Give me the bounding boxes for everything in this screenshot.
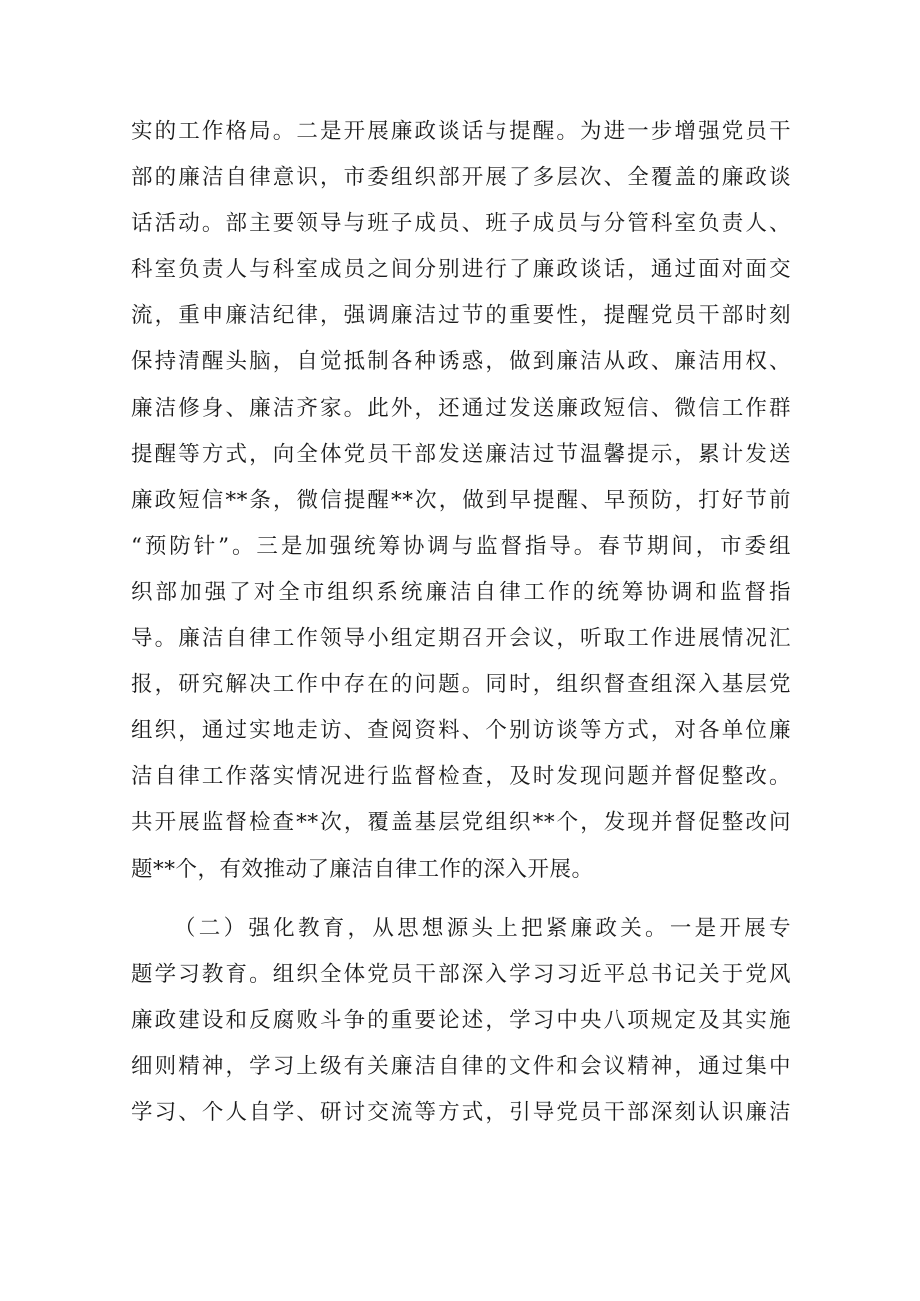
text-line: 话活动。部主要领导与班子成员、班子成员与分管科室负责人、 — [131, 211, 791, 237]
text-line: 织部加强了对全市组织系统廉洁自律工作的统筹协调和监督指 — [131, 579, 791, 605]
text-line: 细则精神，学习上级有关廉洁自律的文件和会议精神，通过集中 — [131, 1053, 791, 1079]
text-line: 廉政建设和反腐败斗争的重要论述，学习中央八项规定及其实施 — [131, 1007, 791, 1033]
text-line: 部的廉洁自律意识，市委组织部开展了多层次、全覆盖的廉政谈 — [131, 165, 791, 191]
document-body — [131, 109, 791, 1136]
text-line: 廉政短信**条，微信提醒**次，做到早提醒、早预防，打好节前 — [131, 487, 791, 513]
text-line: 科室负责人与科室成员之间分别进行了廉政谈话，通过面对面交 — [131, 257, 791, 283]
text-line: 题学习教育。组织全体党员干部深入学习习近平总书记关于党风 — [131, 961, 791, 987]
text-line: 提醒等方式，向全体党员干部发送廉洁过节温馨提示，累计发送 — [131, 441, 791, 467]
text-line: 实的工作格局。二是开展廉政谈话与提醒。为进一步增强党员干 — [131, 119, 791, 144]
paragraph-1 — [131, 109, 791, 893]
text-line: 组织，通过实地走访、查阅资料、个别访谈等方式，对各单位廉 — [131, 718, 791, 744]
text-line: 保持清醒头脑，自觉抵制各种诱惑，做到廉洁从政、廉洁用权、 — [131, 349, 791, 375]
paragraph-gap — [131, 893, 791, 906]
text-line: 导。廉洁自律工作领导小组定期召开会议，听取工作进展情况汇 — [131, 626, 791, 652]
text-line: 学习、个人自学、研讨交流等方式，引导党员干部深刻认识廉洁 — [131, 1099, 791, 1125]
text-line: 洁自律工作落实情况进行监督检查，及时发现问题并督促整改。 — [131, 764, 791, 790]
text-line: 共开展监督检查**次，覆盖基层党组织**个，发现并督促整改问 — [131, 810, 791, 836]
text-line: 题**个，有效推动了廉洁自律工作的深入开展。 — [131, 856, 594, 882]
text-line: “预防针”。三是加强统筹协调与监督指导。春节期间，市委组 — [131, 533, 791, 559]
text-line: （二）强化教育，从思想源头上把紧廉政关。一是开展专 — [174, 915, 791, 941]
text-line: 报，研究解决工作中存在的问题。同时，组织督查组深入基层党 — [131, 672, 791, 698]
text-line: 廉洁修身、廉洁齐家。此外，还通过发送廉政短信、微信工作群 — [131, 395, 791, 421]
text-line: 流，重申廉洁纪律，强调廉洁过节的重要性，提醒党员干部时刻 — [131, 303, 791, 329]
paragraph-2 — [131, 906, 791, 1136]
